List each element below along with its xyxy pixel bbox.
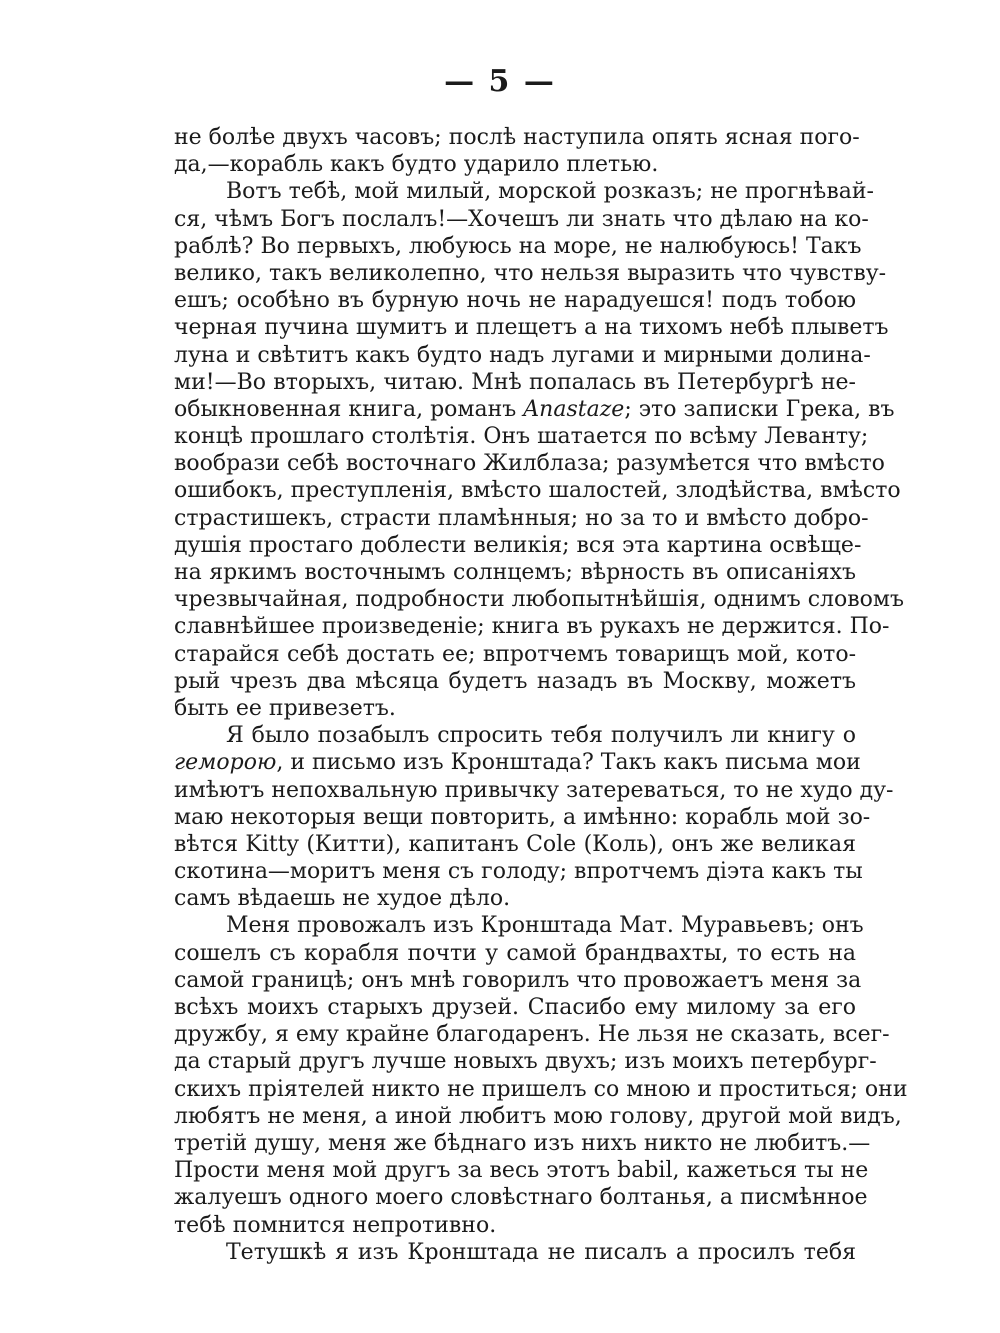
- text-line: Тетушкѣ я изъ Кронштада не писалъ а просилъ тебя: [226, 1239, 856, 1265]
- text-line: черная пучина шумитъ и плещетъ а на тихомъ небѣ плыветъ: [174, 315, 889, 341]
- text-line: ошибокъ, преступленія, вмѣсто шалостей, злодѣйства, вмѣсто: [174, 478, 901, 504]
- italic-title: Anastaze: [523, 396, 625, 422]
- text-line: ми!—Во вторыхъ, читаю. Мнѣ попалась въ Петербургѣ не-: [174, 369, 856, 395]
- page-number: — 5 —: [444, 64, 556, 99]
- text-line: раблѣ? Во первыхъ, любуюсь на море, не налюбуюсь! Такъ: [174, 233, 862, 259]
- text-line: скотина—моритъ меня съ голоду; впротчемъ діэта какъ ты: [174, 859, 863, 885]
- text-line: [174, 396, 895, 423]
- text-fragment: ; это записки Грека, въ: [624, 396, 895, 422]
- text-line: рый чрезъ два мѣсяца будетъ назадъ въ Москву, можетъ: [174, 668, 856, 694]
- text-line: славнѣйшее произведеніе; книга въ рукахъ не держится. По-: [174, 614, 890, 640]
- text-line: вообрази себѣ восточнаго Жилблаза; разумѣется что вмѣсто: [174, 451, 885, 477]
- text-line: не болѣе двухъ часовъ; послѣ наступила опять ясная пого-: [174, 125, 860, 150]
- text-line: тебѣ помнится непротивно.: [174, 1212, 497, 1238]
- text-line: жалуешъ одного моего словѣстнаго болтанья, а писмѣнное: [174, 1185, 868, 1211]
- text-line: луна и свѣтитъ какъ будто надъ лугами и мирными долина-: [174, 342, 871, 368]
- text-line: на яркимъ восточнымъ солнцемъ; вѣрность въ описаніяхъ: [174, 560, 856, 585]
- text-line: самъ вѣдаешь не худое дѣло.: [174, 886, 511, 912]
- text-line: да,—корабль какъ будто ударило плетью.: [174, 152, 659, 178]
- text-line: душія простаго доблести великія; вся эта картина освѣще-: [174, 532, 862, 558]
- text-line: ся, чѣмъ Богъ послалъ!—Хочешъ ли знать что дѣлаю на ко-: [174, 206, 869, 232]
- text-line: старайся себѣ достать ее; впротчемъ товарищъ мой, кото-: [174, 641, 856, 667]
- text-line: любятъ не меня, а иной любитъ мою голову, другой мой видъ,: [174, 1103, 902, 1129]
- text-line: Вотъ тебѣ, мой милый, морской розказъ; не прогнѣвай-: [226, 179, 874, 205]
- text-line: Меня провожалъ изъ Кронштада Мат. Муравьевъ; онъ: [226, 913, 864, 939]
- text-line: ешъ; особѣно въ бурную ночь не нарадуешся! подъ тобою: [174, 288, 856, 314]
- text-line: третій душу, меня же бѣднаго изъ нихъ никто не любитъ.—: [174, 1130, 871, 1156]
- text-line: [174, 749, 861, 776]
- text-line: вѣтся Kitty (Китти), капитанъ Cole (Коль), онъ же великая: [174, 831, 856, 857]
- text-line: чрезвычайная, подробности любопытнѣйшія, однимъ словомъ: [174, 587, 905, 613]
- text-line: быть ее привезетъ.: [174, 695, 396, 721]
- text-line: страстишекъ, страсти пламѣнныя; но за то и вмѣсто добро-: [174, 505, 869, 531]
- text-line: маю некоторыя вещи повторить, а имѣнно: корабль мой зо-: [174, 804, 871, 830]
- text-line: дружбу, я ему крайне благодаренъ. Не льзя не сказать, всег-: [174, 1022, 890, 1048]
- text-line: Прости меня мой другъ за весь этотъ babil, кажеться ты не: [174, 1158, 869, 1184]
- letter-text: [174, 124, 908, 1266]
- text-fragment: обыкновенная книга, романъ: [174, 396, 524, 422]
- italic-title: геморою: [174, 750, 277, 776]
- text-line: всѣхъ моихъ старыхъ друзей. Спасибо ему милому за его: [174, 995, 856, 1020]
- text-line: Я было позабылъ спросить тебя получилъ ли книгу о: [226, 723, 856, 749]
- text-line: скихъ пріятелей никто не пришелъ со мною и проститься; они: [174, 1076, 908, 1102]
- text-line: сошелъ съ корабля почти у самой брандвахты, то есть на: [174, 940, 856, 966]
- text-line: велико, такъ великолепно, что нельзя выразить что чувству-: [174, 260, 887, 286]
- text-line: самой границѣ; онъ мнѣ говорилъ что провожаетъ меня за: [174, 967, 862, 993]
- text-line: концѣ прошлаго столѣтія. Онъ шатается по всѣму Леванту;: [174, 424, 869, 450]
- text-line: да старый другъ лучше новыхъ двухъ; изъ моихъ петербург-: [174, 1049, 877, 1075]
- text-fragment: , и письмо изъ Кронштада? Такъ какъ письма мои: [276, 750, 861, 776]
- text-line: имѣютъ непохвальную привычку затереваться, то не худо ду-: [174, 777, 894, 803]
